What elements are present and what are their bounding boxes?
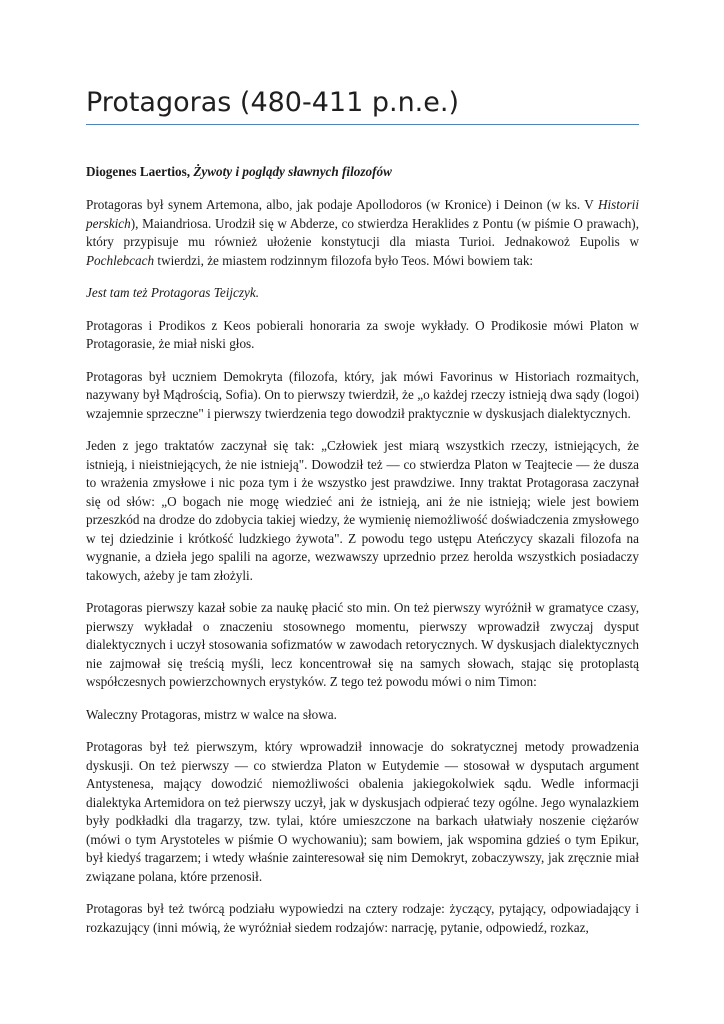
paragraph-1-italic-pochlebcach: Pochlebcach [86,252,155,268]
paragraph-1 [86,196,639,270]
page-title: Protagoras (480-411 p.n.e.) [86,86,639,125]
paragraph-8: Protagoras był też twórcą podziału wypowiedzi na cztery rodzaje: życzący, pytający, odpowiadający i rozkazujący (inni mówią, że wyróżniał siedem rodzajów: narrację, pytanie, odpowiedź, rozkaz, [86,901,639,935]
source-heading [86,163,639,181]
paragraph-1-text-c: twierdzi, że miastem rodzinnym filozofa było Teos. Mówi bowiem tak: [154,252,534,268]
paragraph-5: Protagoras pierwszy kazał sobie za naukę płacić sto min. On też pierwszy wyróżnił w gramatyce czasy, pierwszy wykładał o znaczeniu stosownego momentu, pierwszy wprowadził zwyczaj dysput dialektycznych i uczył stosowania sofizmatów w zawodach retorycznych. W dyskusjach dialektycznych nie zajmował się treścią myśli, lecz koncentrował się na samych słowach, stając się protoplastą współczesnych powierzchownych erystyków. Z tego też powodu mówi o nim Timon: [86,600,639,689]
paragraph-7: Protagoras był też pierwszym, który wprowadził innowacje do sokratycznej metody prowadzenia dyskusji. On też pierwszy — co stwierdza Platon w Eutydemie — stosował w dysputach argument Antystenesa, mający dowodzić niemożliwości obalenia jakiegokolwiek sądu. Wedle informacji dialektyka Artemidora on też pierwszy uczył, jak w dyskusjach odpierać tezy ogólne. Jego wynalazkiem były podkładki dla tragarzy, tzw. tylai, które umieszczone na barkach ułatwiały noszenie ciężarów (mówi o tym Arystoteles w piśmie O wychowaniu); sam bowiem, jak wspomina gdzieś o tym Epikur, był kiedyś tragarzem; i wtedy właśnie zainteresował się nim Demokryt, zobaczywszy, jak zręcznie miał związane polana, które przenosił. [86,739,639,884]
quote-timon: Waleczny Protagoras, mistrz w walce na słowa. [86,706,337,722]
paragraph-1-italic-historii: Historii perskich [86,197,639,231]
paragraph-2: Protagoras i Prodikos z Keos pobierali honoraria za swoje wykłady. O Prodikosie mówi Platon w Protagorasie, że miał niski głos. [86,317,639,351]
paragraph-3: Protagoras był uczniem Demokryta (filozofa, który, jak mówi Favorinus w Historiach rozmaitych, nazywany był Mądrością, Sofia). On to pierwszy twierdził, że „o każdej rzeczy istnieją dwa sądy (logoi) wzajemnie sprzeczne" i pierwszy twierdzenia tego dowodził praktycznie w dyskusjach dialektycznych. [86,368,639,421]
quote-eupolis: Jest tam też Protagoras Teijczyk. [86,285,260,300]
paragraph-4: Jeden z jego traktatów zaczynał się tak: „Człowiek jest miarą wszystkich rzeczy, istniejących, że istnieją, i nieistniejących, że nie istnieją". Dowodził też — co stwierdza Platon w Teajtecie — że dusza to wrażenia zmysłowe i nic poza tym i że wszystko jest prawdziwe. Inny traktat Protagorasa zaczynał się od słów: „O bogach nie mogę wiedzieć ani że istnieją, ani że nie istnieją; wiele jest bowiem przeszkód na drodze do zdobycia takiej wiedzy, że wymienię niemożliwość doświadczenia zmysłowego w tej dziedzinie i krótkość ludzkiego żywota". Z powodu tego ustępu Ateńczycy skazali filozofa na wygnanie, a dzieła jego spalili na agorze, wezwawszy uprzednio przez herolda wszystkich posiadaczy takowych, ażeby je tam złożyli. [86,438,639,583]
source-work-title: Żywoty i poglądy sławnych filozofów [193,164,392,179]
document-body [86,86,639,937]
paragraph-1-text-a: Protagoras był synem Artemona, albo, jak podaje Apollodoros (w Kronice) i Deinon (w ks. V [86,197,598,212]
source-author: Diogenes Laertios, [86,164,194,179]
paragraph-1-text-b: ), Maiandriosa. Urodził się w Abderze, co stwierdza Heraklides z Pontu (w piśmie O prawach), który przypisuje mu również ułożenie konstytucji dla miasta Turioi. Jednakowoż Eupolis w [86,215,639,249]
